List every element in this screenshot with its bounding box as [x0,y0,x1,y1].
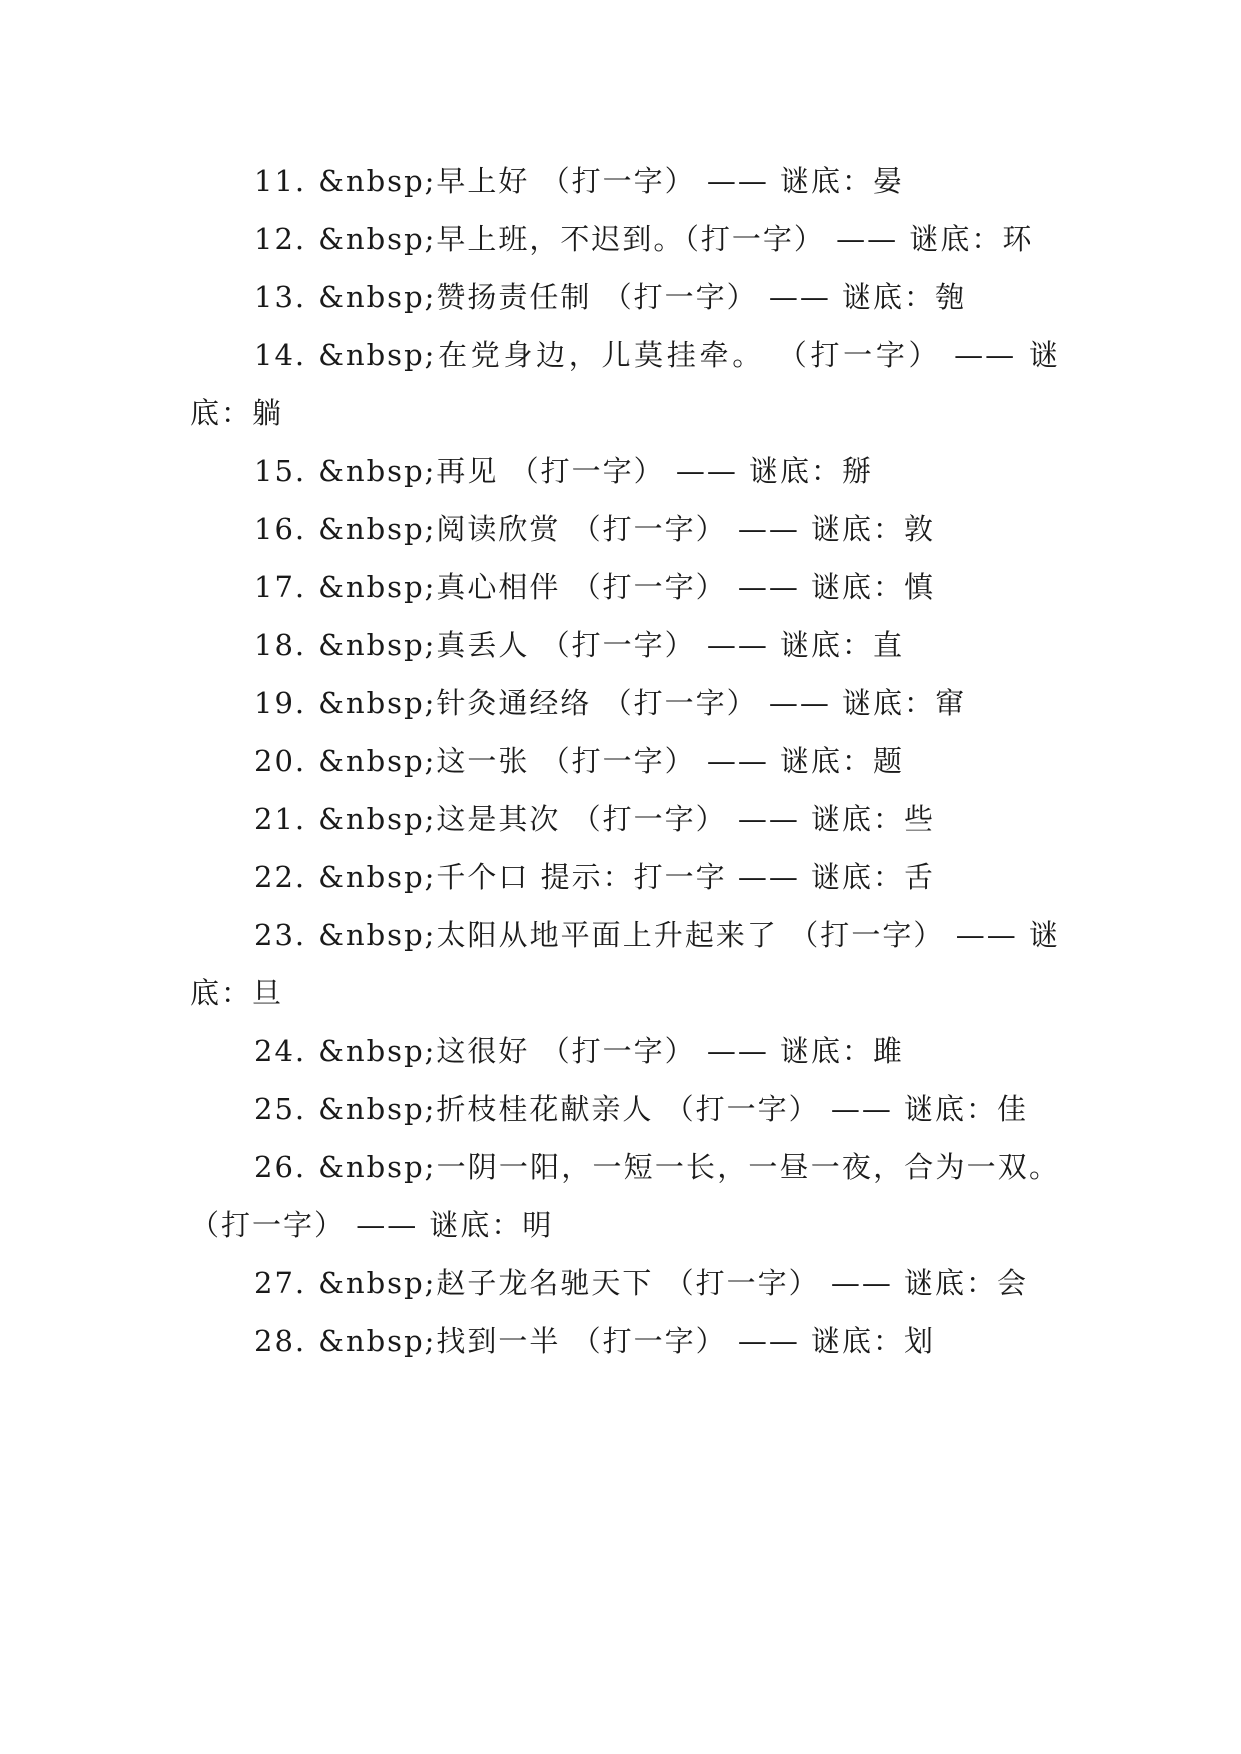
riddle-text: &nbsp;千个口 提示：打一字 —— 谜底：舌 [318,860,936,894]
riddle-text: &nbsp;阅读欣赏 （打一字） —— 谜底：敦 [318,512,936,546]
riddle-number: 27. [254,1266,307,1300]
riddle-text: &nbsp;赞扬责任制 （打一字） —— 谜底：匏 [318,280,967,314]
riddle-text: &nbsp;真心相伴 （打一字） —— 谜底：慎 [318,570,936,604]
riddle-number: 24. [254,1034,307,1068]
riddle-number: 28. [254,1324,307,1358]
riddle-text: &nbsp;早上好 （打一字） —— 谜底：晏 [318,164,905,198]
riddle-number: 14. [254,338,307,372]
riddle-number: 20. [254,744,307,778]
riddle-number: 11. [254,164,307,198]
riddle-text: &nbsp;找到一半 （打一字） —— 谜底：划 [318,1324,936,1358]
riddle-item [190,1022,1060,1080]
riddle-item [190,1138,1060,1254]
riddle-number: 15. [254,454,307,488]
riddle-text: &nbsp;赵子龙名驰天下 （打一字） —— 谜底：会 [318,1266,1029,1300]
riddle-number: 12. [254,222,307,256]
riddle-item [190,616,1060,674]
riddle-item [190,1080,1060,1138]
riddle-text: &nbsp;真丢人 （打一字） —— 谜底：直 [318,628,905,662]
riddle-number: 13. [254,280,307,314]
riddle-item [190,848,1060,906]
riddle-item [190,732,1060,790]
riddle-item [190,442,1060,500]
riddle-text: &nbsp;在党身边，儿莫挂牵。 （打一字） —— 谜底：躺 [190,338,1060,430]
riddle-text: &nbsp;这很好 （打一字） —— 谜底：雎 [318,1034,905,1068]
riddle-text: &nbsp;太阳从地平面上升起来了 （打一字） —— 谜底：旦 [190,918,1060,1010]
riddle-number: 16. [254,512,307,546]
riddle-list [190,152,1060,1370]
riddle-text: &nbsp;针灸通经络 （打一字） —— 谜底：窜 [318,686,967,720]
riddle-number: 22. [254,860,307,894]
riddle-number: 23. [254,918,307,952]
riddle-number: 17. [254,570,307,604]
riddle-item [190,790,1060,848]
riddle-text: &nbsp;早上班，不迟到。（打一字） —— 谜底：环 [318,222,1034,256]
riddle-text: &nbsp;这是其次 （打一字） —— 谜底：些 [318,802,936,836]
riddle-text: &nbsp;再见 （打一字） —— 谜底：掰 [318,454,874,488]
riddle-number: 18. [254,628,307,662]
riddle-text: &nbsp;这一张 （打一字） —— 谜底：题 [318,744,905,778]
riddle-item [190,152,1060,210]
riddle-item [190,210,1060,268]
riddle-item [190,1254,1060,1312]
riddle-item [190,906,1060,1022]
riddle-number: 21. [254,802,307,836]
riddle-text: &nbsp;折枝桂花献亲人 （打一字） —— 谜底：佳 [318,1092,1029,1126]
riddle-number: 25. [254,1092,307,1126]
riddle-item [190,558,1060,616]
riddle-item [190,268,1060,326]
riddle-text: &nbsp;一阴一阳，一短一长，一昼一夜，合为一双。（打一字） —— 谜底：明 [190,1150,1060,1242]
riddle-number: 19. [254,686,307,720]
riddle-item [190,1312,1060,1370]
riddle-item [190,674,1060,732]
riddle-item [190,326,1060,442]
riddle-item [190,500,1060,558]
riddle-number: 26. [254,1150,307,1184]
